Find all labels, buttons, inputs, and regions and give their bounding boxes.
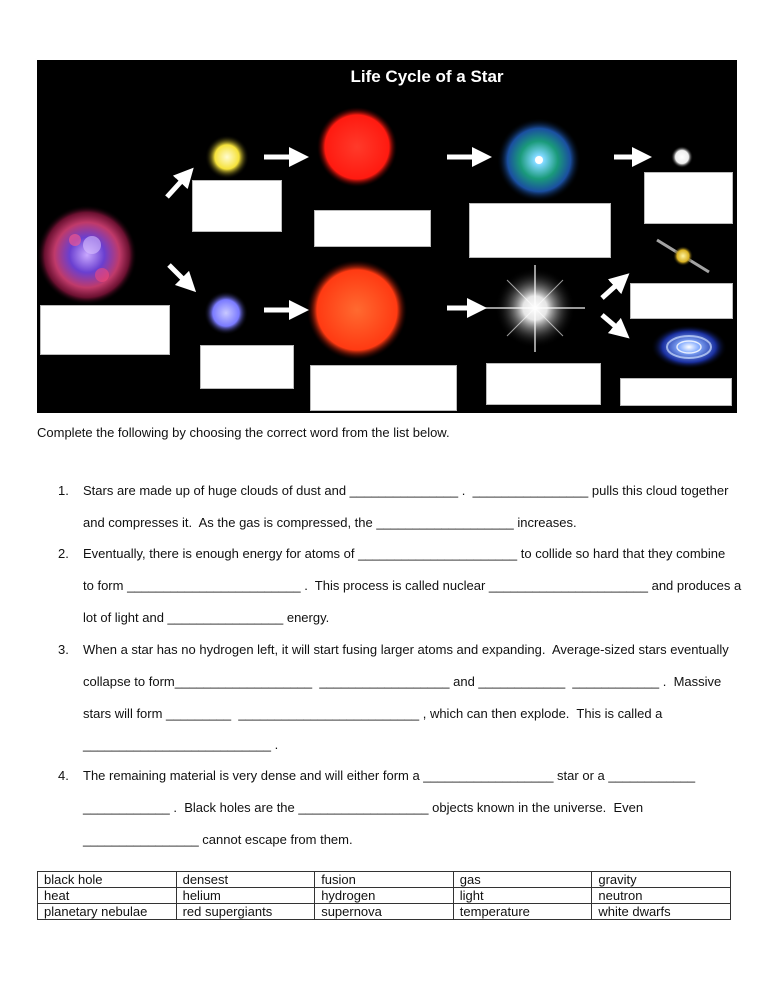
question-line: stars will form _________ _________________________ , which can then explode. This is called a bbox=[83, 706, 663, 721]
label-box-neutron-star[interactable] bbox=[630, 283, 733, 319]
planetary-nebula-icon bbox=[497, 118, 581, 202]
label-box-supernova[interactable] bbox=[486, 363, 601, 405]
question-number: 2. bbox=[58, 546, 69, 561]
word-bank-table bbox=[37, 871, 731, 920]
white-dwarf-icon bbox=[671, 146, 693, 168]
question-number: 1. bbox=[58, 483, 69, 498]
question-line: and compresses it. As the gas is compressed, the ___________________ increases. bbox=[83, 515, 577, 530]
question-line: When a star has no hydrogen left, it will start fusing larger atoms and expanding. Average-sized stars eventually bbox=[83, 642, 729, 657]
table-row bbox=[38, 888, 731, 904]
label-box-red-giant[interactable] bbox=[314, 210, 431, 247]
question-line: to form ________________________ . This process is called nuclear ______________________ and produces a bbox=[83, 578, 742, 593]
question-line: ____________ . Black holes are the __________________ objects known in the universe. Even bbox=[83, 800, 644, 815]
red-supergiant-icon bbox=[307, 260, 407, 360]
supernova-icon bbox=[485, 265, 585, 352]
average-star-icon bbox=[205, 135, 249, 179]
label-box-nebula[interactable] bbox=[40, 305, 170, 355]
question-line: lot of light and ________________ energy. bbox=[83, 610, 330, 625]
neutron-star-icon bbox=[657, 240, 709, 272]
word-cell: gas bbox=[453, 872, 592, 888]
table-row bbox=[38, 872, 731, 888]
question-line: The remaining material is very dense and will either form a __________________ star or a ____________ bbox=[83, 768, 696, 783]
life-cycle-diagram bbox=[37, 60, 737, 413]
question-line: __________________________ . bbox=[83, 737, 279, 752]
label-box-white-dwarf[interactable] bbox=[644, 172, 733, 224]
question-line: Stars are made up of huge clouds of dust and _______________ . ________________ pulls this cloud together bbox=[83, 483, 729, 498]
word-cell: red supergiants bbox=[176, 904, 315, 920]
label-box-planetary-nebula[interactable] bbox=[469, 203, 611, 258]
nebula-icon bbox=[37, 205, 137, 305]
label-box-massive-star[interactable] bbox=[200, 345, 294, 389]
table-row bbox=[38, 904, 731, 920]
red-giant-icon bbox=[317, 107, 397, 187]
question-number: 3. bbox=[58, 642, 69, 657]
instruction-text: Complete the following by choosing the correct word from the list below. bbox=[37, 425, 450, 440]
word-cell: temperature bbox=[453, 904, 592, 920]
word-cell: neutron bbox=[592, 888, 731, 904]
word-cell: densest bbox=[176, 872, 315, 888]
question-number: 4. bbox=[58, 768, 69, 783]
word-cell: heat bbox=[38, 888, 177, 904]
question-line: Eventually, there is enough energy for atoms of ______________________ to collide so hard that they combine bbox=[83, 546, 726, 561]
label-box-black-hole[interactable] bbox=[620, 378, 732, 406]
label-box-red-supergiant[interactable] bbox=[310, 365, 457, 411]
word-cell: hydrogen bbox=[315, 888, 454, 904]
label-box-average-star[interactable] bbox=[192, 180, 282, 232]
word-cell: gravity bbox=[592, 872, 731, 888]
massive-star-icon bbox=[204, 291, 248, 335]
word-cell: black hole bbox=[38, 872, 177, 888]
question-line: ________________ cannot escape from them. bbox=[83, 832, 353, 847]
word-cell: fusion bbox=[315, 872, 454, 888]
word-cell: helium bbox=[176, 888, 315, 904]
word-cell: supernova bbox=[315, 904, 454, 920]
diagram-title: Life Cycle of a Star bbox=[350, 67, 504, 86]
question-line: collapse to form___________________ __________________ and ____________ ____________ . Massive bbox=[83, 674, 722, 689]
word-cell: white dwarfs bbox=[592, 904, 731, 920]
word-cell: light bbox=[453, 888, 592, 904]
word-cell: planetary nebulae bbox=[38, 904, 177, 920]
black-hole-icon bbox=[651, 325, 727, 369]
